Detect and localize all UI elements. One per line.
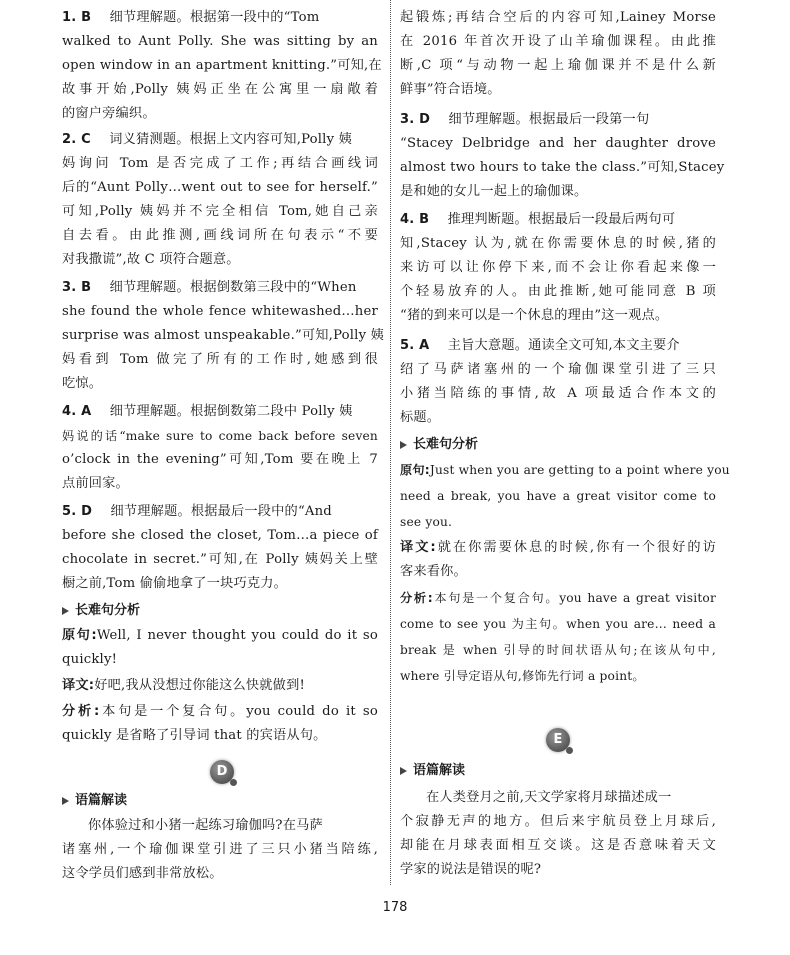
answer-5-line-1: 5. A 主旨大意题。通读全文可知,本文主要介 [400,338,680,353]
translation-line-1: 译文:就在你需要休息的时候,你有一个很好的访 [400,540,716,555]
answer-3-line-2: she found the whole fence whitewashed…her [62,304,378,319]
answer-5-line-2: before she closed the closet, Tom…a piece of [62,528,378,543]
translation-line-2: 客来看你。 [400,564,467,579]
original-sentence-line-3: see you. [400,515,453,529]
long-sentence-heading: 长难句分析 [62,600,140,622]
answer-4-line-3: 来访可以让你停下来,而不会让你看起来像一 [400,260,716,275]
answer-number: 2. C [62,132,91,147]
original-sentence-line-2: quickly! [62,652,118,667]
answer-5-line-2: 绍了马萨诸塞州的一个瑜伽课堂引进了三只 [400,362,716,377]
answer-2-line-1: 2. C 词义猜测题。根据上文内容可知,Polly 姨 [62,132,353,147]
answer-4-line-4: 点前回家。 [62,476,129,491]
answer-2-line-6: 对我撒谎”,故 C 项符合题意。 [62,252,240,267]
triangle-bullet-icon [62,607,69,615]
answer-3-line-1: 3. D 细节理解题。根据最后一段第一句 [400,112,650,127]
long-sentence-heading: 长难句分析 [400,434,478,456]
intro-line-1: 起锻炼;再结合空后的内容可知,Lainey Morse [400,10,716,25]
analysis-line-3: break 是 when 引导的时间状语从句;在该从句中, [400,643,716,657]
answer-3-line-5: 吃惊。 [62,376,103,391]
answer-1-line-3: open window in an apartment knitting.”可知,在 [62,58,382,73]
answer-5-line-3: chocolate in secret.”可知,在 Polly 姨妈关上壁 [62,552,378,567]
answer-5-line-4: 橱之前,Tom 偷偷地拿了一块巧克力。 [62,576,288,591]
answer-4-line-2: 妈说的话“make sure to come back before seven [62,429,378,443]
answer-4-line-4: 个轻易放弃的人。由此推断,她可能同意 B 项 [400,284,716,299]
reading-line-2: 诸塞州,一个瑜伽课堂引进了三只小猪当陪练, [62,842,378,857]
answer-3-line-1: 3. B 细节理解题。根据倒数第三段中的“When [62,280,357,295]
reading-line-4: 学家的说法是错误的呢? [400,862,542,877]
intro-line-2: 在 2016 年首次开设了山羊瑜伽课程。由此推 [400,34,716,49]
answer-5-line-3: 小猪当陪练的事情,故 A 项最适合作本文的 [400,386,716,401]
triangle-bullet-icon [400,767,407,775]
column-divider [390,0,391,885]
original-sentence-line-1: 原句:Just when you are getting to a point where you [400,463,730,477]
answer-number: 3. B [62,280,92,295]
answer-2-line-5: 自去看。由此推测,画线词所在句表示“不要 [62,228,378,243]
translation-line-1: 译文:好吧,我从没想过你能这么快就做到! [62,678,305,693]
answer-3-line-3: surprise was almost unspeakable.”可知,Polly 姨 [62,328,385,343]
analysis-line-4: where 引导定语从句,修饰先行词 a point。 [400,669,645,683]
reading-line-1: 在人类登月之前,天文学家将月球描述成一 [426,790,672,805]
answer-number: 3. D [400,112,431,127]
answer-number: 4. A [62,404,92,419]
reading-heading: 语篇解读 [400,760,465,782]
reading-line-3: 这令学员们感到非常放松。 [62,866,223,881]
answer-3-line-4: 妈看到 Tom 做完了所有的工作时,她感到很 [62,352,378,367]
answer-3-line-3: almost two hours to take the class.”可知,Stacey [400,160,725,175]
section-badge-e: E [546,728,570,752]
triangle-bullet-icon [62,797,69,805]
reading-line-2: 个寂静无声的地方。但后来宇航员登上月球后, [400,814,716,829]
analysis-line-2: quickly 是省略了引导词 that 的宾语从句。 [62,728,327,743]
answer-4-line-5: “猪的到来可以是一个休息的理由”这一观点。 [400,308,669,323]
answer-5-line-1: 5. D 细节理解题。根据最后一段中的“And [62,504,332,519]
page-number: 178 [382,900,408,915]
reading-heading: 语篇解读 [62,790,127,812]
answer-4-line-1: 4. B 推理判断题。根据最后一段最后两句可 [400,212,676,227]
reading-line-1: 你体验过和小猪一起练习瑜伽吗?在马萨 [88,818,323,833]
answer-1-line-5: 的窗户旁编织。 [62,106,156,121]
answer-4-line-2: 知,Stacey 认为,就在你需要休息的时候,猪的 [400,236,716,251]
answer-number: 5. A [400,338,430,353]
answer-number: 4. B [400,212,430,227]
answer-3-line-2: “Stacey Delbridge and her daughter drove [400,136,716,151]
answer-number: 1. B [62,10,92,25]
analysis-line-1: 分析:本句是一个复合句。you could do it so [62,704,379,719]
answer-1-line-4: 故事开始,Polly 姨妈正坐在公寓里一扇敞着 [62,82,378,97]
answer-2-line-2: 妈询问 Tom 是否完成了工作;再结合画线词 [62,156,378,171]
answer-2-line-3: 后的“Aunt Polly…went out to see for herself.” [62,180,378,195]
answer-number: 5. D [62,504,93,519]
reading-line-3: 却能在月球表面相互交谈。这是否意味着天文 [400,838,716,853]
answer-5-line-4: 标题。 [400,410,441,425]
answer-1-line-1: 1. B 细节理解题。根据第一段中的“Tom [62,10,320,25]
intro-line-4: 鲜事”符合语境。 [400,82,501,97]
triangle-bullet-icon [400,441,407,449]
analysis-line-1: 分析:本句是一个复合句。you have a great visitor [400,591,716,605]
original-sentence-line-1: 原句:Well, I never thought you could do it so [62,628,378,643]
answer-4-line-1: 4. A 细节理解题。根据倒数第二段中 Polly 姨 [62,404,353,419]
answer-2-line-4: 可知,Polly 姨妈并不完全相信 Tom,她自己亲 [62,204,378,219]
original-sentence-line-2: need a break, you have a great visitor come to [400,489,716,503]
section-badge-d: D [210,760,234,784]
answer-4-line-3: o’clock in the evening”可知,Tom 要在晚上 7 [62,452,378,467]
intro-line-3: 断,C 项“与动物一起上瑜伽课并不是什么新 [400,58,716,73]
answer-1-line-2: walked to Aunt Polly. She was sitting by an [62,34,378,49]
answer-3-line-4: 是和她的女儿一起上的瑜伽课。 [400,184,588,199]
analysis-line-2: come to see you 为主句。when you are… need a [400,617,716,631]
